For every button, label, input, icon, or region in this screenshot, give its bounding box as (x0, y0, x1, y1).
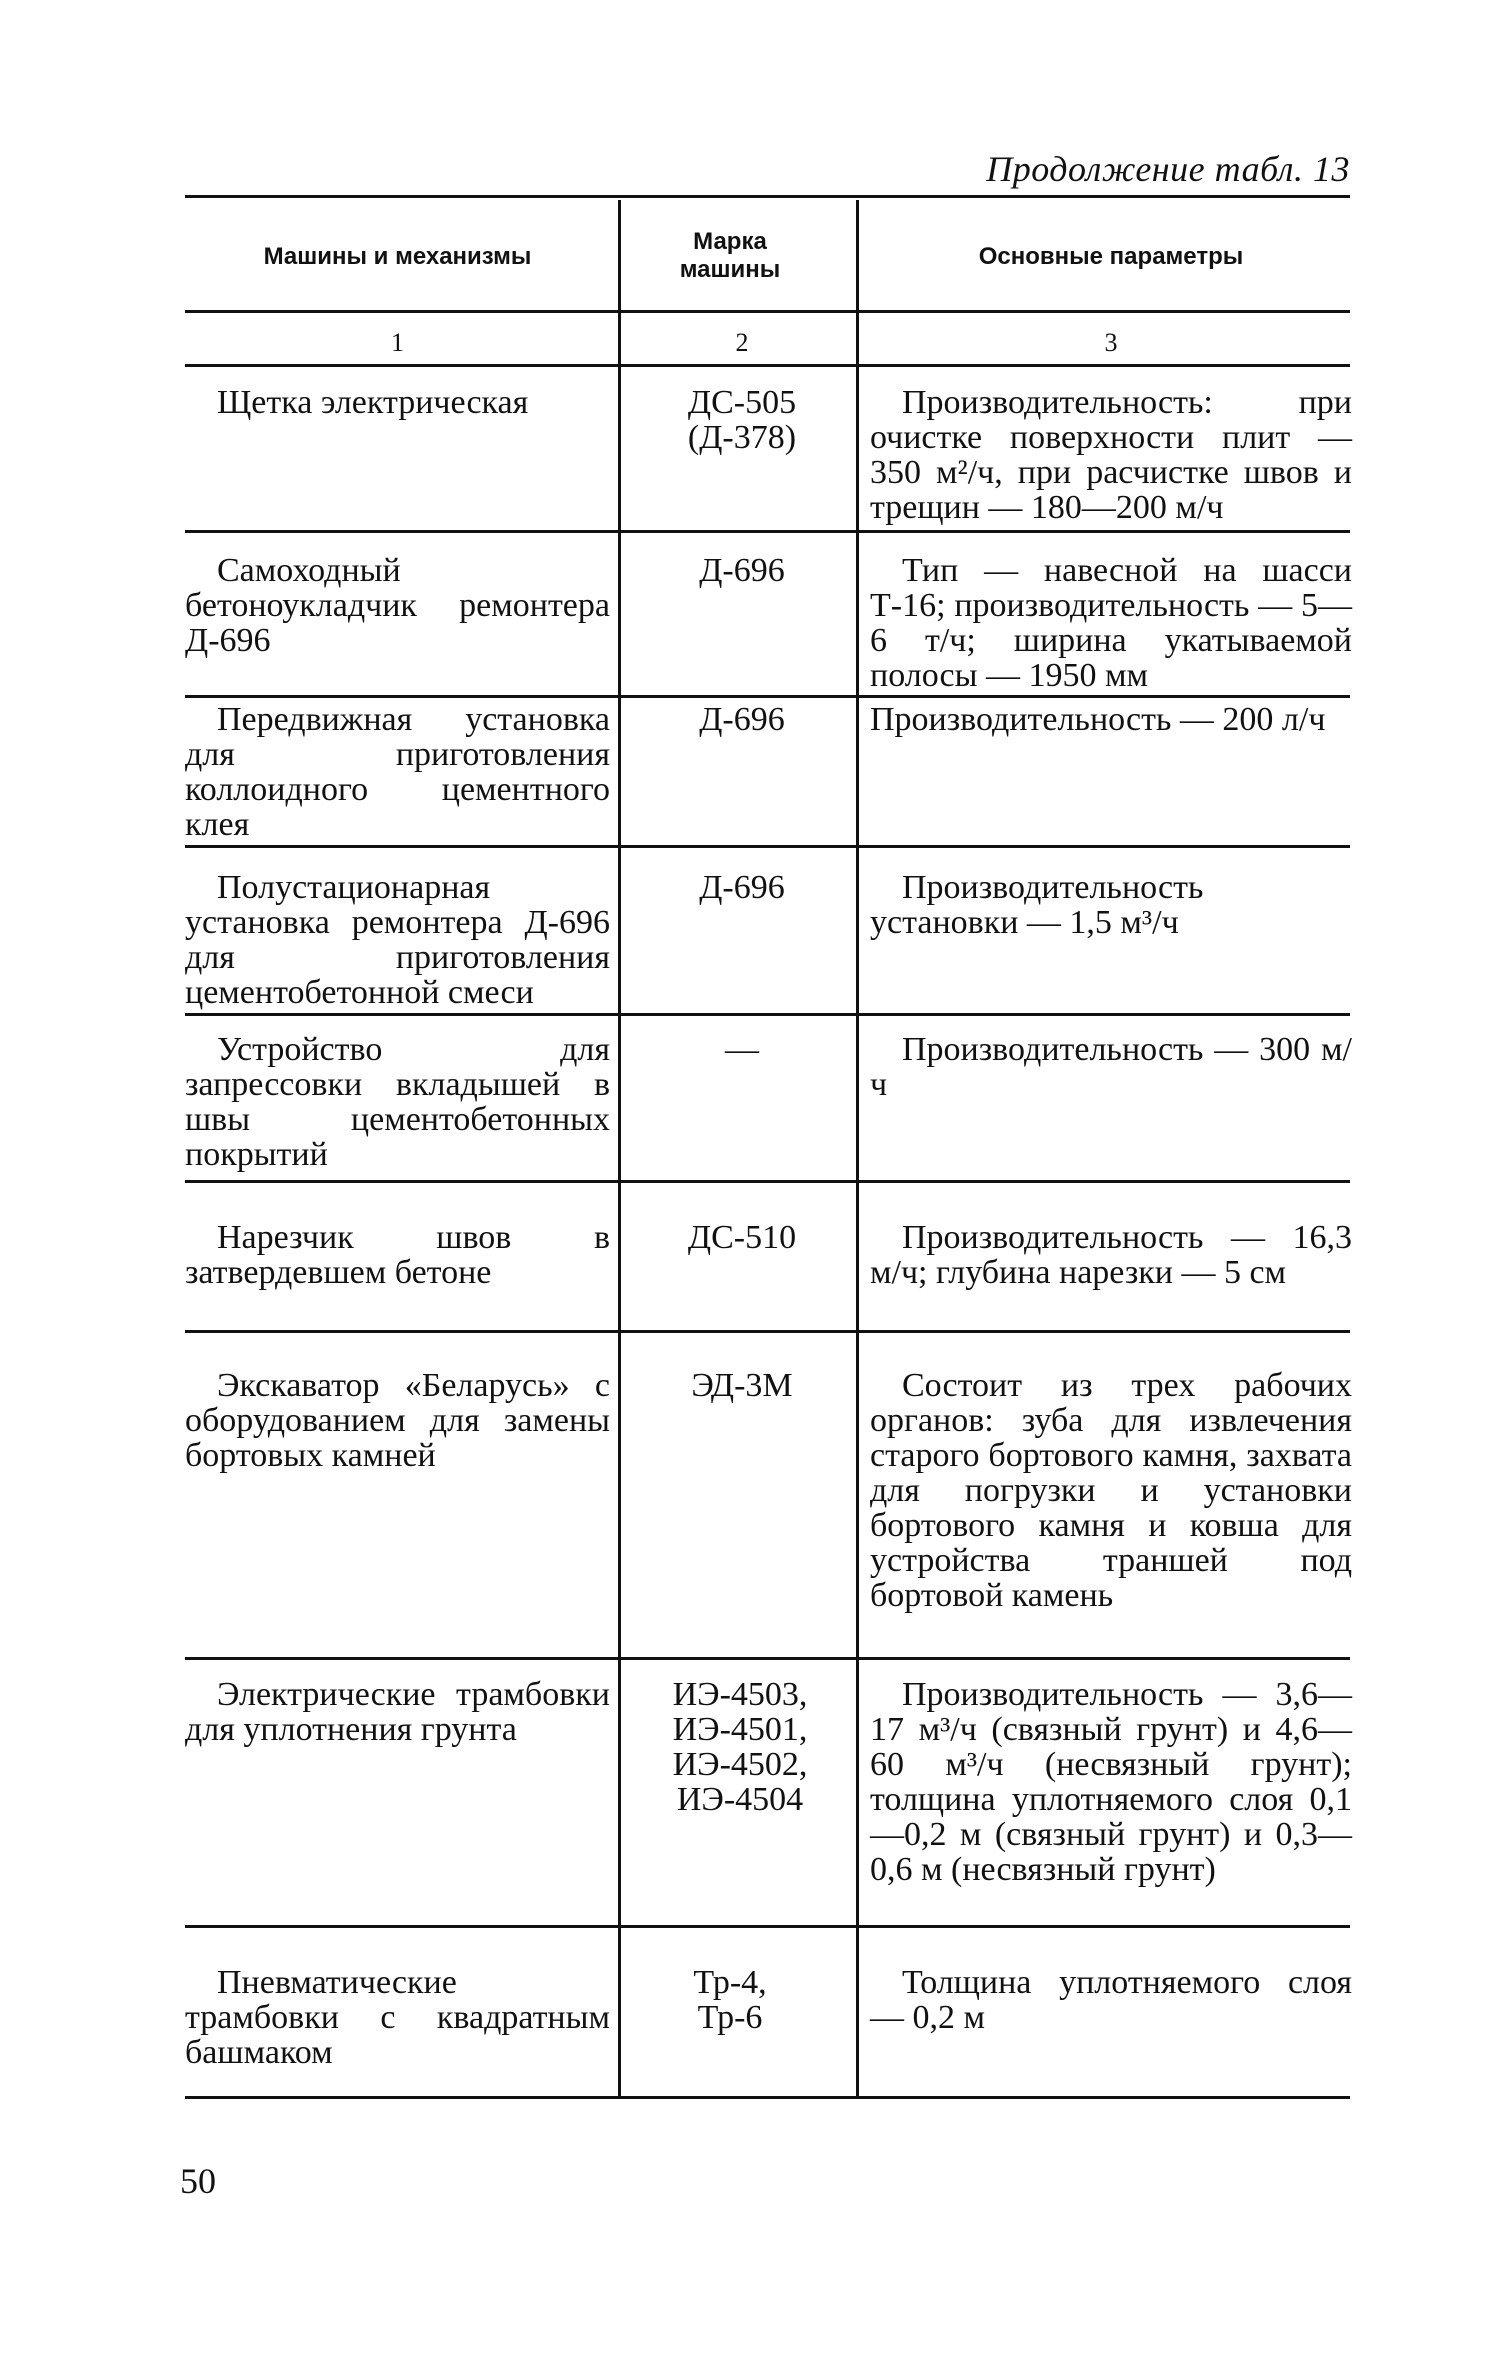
row-1-name: Щетка электрическая (217, 384, 529, 421)
column-number-2: 2 (735, 328, 749, 357)
header-machines: Машины и механизмы (263, 243, 532, 270)
row-6-brand: ДС-510 (687, 1219, 797, 1256)
row-3-brand: Д-696 (699, 701, 785, 738)
page-number: 50 (180, 2161, 216, 2201)
row-2-brand: Д-696 (699, 552, 785, 589)
row-5-brand: — (725, 1031, 759, 1068)
column-number-3: 3 (1104, 328, 1118, 357)
row-9-params: Толщина уплотняемого слоя — 0,2 м (870, 1964, 1352, 2036)
row-rule (185, 1925, 1350, 1928)
row-8-name: Электрические трамбовки для уплотнения грунта (185, 1676, 610, 1748)
column-number-1: 1 (391, 328, 404, 357)
row-9-name: Пневматические трамбовки с квадратным башмаком (185, 1964, 610, 2071)
column-separator-1 (618, 200, 621, 2096)
row-7-name: Экскаватор «Беларусь» с оборудованием для замены бортовых камней (185, 1367, 610, 1474)
row-1-params: Производительность: при очистке поверхности плит — 350 м²/ч, при расчистке швов и трещин — 180—200 м/ч (870, 384, 1352, 526)
row-6-params: Производительность — 16,3 м/ч; глубина нарезки — 5 см (870, 1219, 1352, 1291)
row-rule (185, 695, 1350, 698)
row-2-params: Тип — навесной на шасси Т-16; производительность — 5—6 т/ч; ширина укатываемой полосы — 1950 мм (870, 552, 1352, 694)
row-7-params: Состоит из трех рабочих органов: зуба для извлечения старого бортового камня, захвата для погрузки и установки бортового камня и ковша для устройства траншей под бортовой камень (870, 1367, 1352, 1614)
row-5-name: Устройство для запрессовки вкладышей в швы цементобетонных покрытий (185, 1031, 610, 1173)
row-rule (185, 1180, 1350, 1183)
header-rule (185, 310, 1350, 313)
row-2-name: Самоходный бетоноукладчик ремонтера Д-696 (185, 552, 610, 659)
row-4-name: Полустационарная установка ремонтера Д-696 для приготовления цементобетонной смеси (185, 869, 610, 1011)
row-7-brand: ЭД-3М (691, 1367, 793, 1404)
table-bottom-rule (185, 2096, 1350, 2099)
header-parameters: Основные параметры (978, 243, 1244, 270)
row-rule (185, 1013, 1350, 1016)
row-3-name: Передвижная установка для приготовления коллоидного цементного клея (185, 701, 610, 843)
row-5-params: Производительность — 300 м/ч (870, 1031, 1352, 1103)
row-3-params: Производительность — 200 л/ч (870, 701, 1326, 738)
row-rule (185, 530, 1350, 533)
row-9-brand: Тр-4, Тр-6 (693, 1964, 767, 2036)
row-1-brand: ДС-505 (Д-378) (687, 384, 797, 456)
row-8-brand: ИЭ-4503, ИЭ-4501, ИЭ-4502, ИЭ-4504 (672, 1676, 808, 1818)
number-row-rule (185, 364, 1350, 367)
row-4-brand: Д-696 (699, 869, 785, 906)
row-rule (185, 1657, 1350, 1660)
row-4-params: Производительность установки — 1,5 м³/ч (870, 869, 1204, 941)
column-separator-2 (856, 200, 859, 2096)
table-top-rule (185, 195, 1350, 198)
row-rule (185, 1330, 1350, 1333)
table-caption: Продолжение табл. 13 (986, 149, 1350, 189)
row-rule (185, 845, 1350, 848)
header-brand: Марка машины (679, 228, 781, 283)
row-6-name: Нарезчик швов в затвердевшем бетоне (185, 1219, 610, 1291)
row-8-params: Производительность — 3,6—17 м³/ч (связный грунт) и 4,6—60 м³/ч (несвязный грунт); толщина уплотняемого слоя 0,1—0,2 м (связный грунт) и 0,3—0,6 м (несвязный грунт) (870, 1676, 1352, 1888)
